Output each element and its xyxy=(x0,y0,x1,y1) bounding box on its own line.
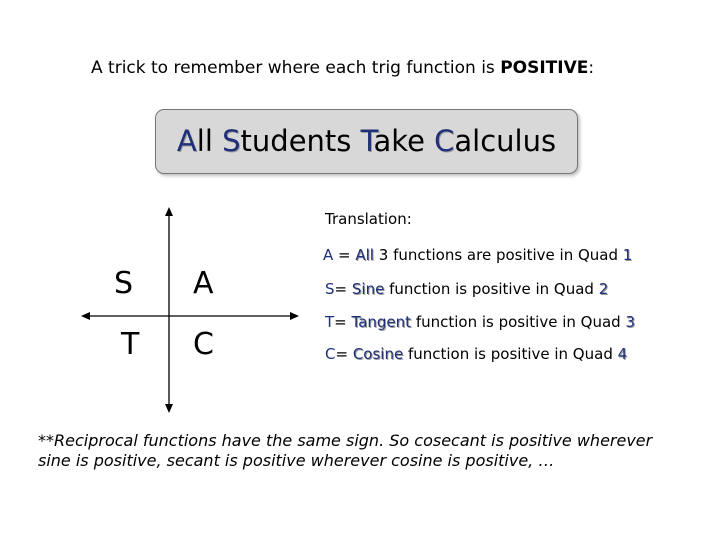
banner-initial-a: A xyxy=(176,124,197,158)
quadrant-3-label: T xyxy=(121,327,140,362)
rule-keyword: Cosine xyxy=(352,345,404,363)
banner-word-rest: alculus xyxy=(454,124,557,158)
rule-line-cosine xyxy=(325,345,627,363)
rule-quad-number: 1 xyxy=(622,246,633,264)
rule-letter: C xyxy=(325,345,336,363)
banner-initial-t: T xyxy=(360,124,374,158)
rule-letter: T xyxy=(325,313,335,331)
axis-arrow-right-icon xyxy=(290,312,299,320)
rule-separator: = xyxy=(334,313,352,331)
rule-line-tangent xyxy=(325,313,635,331)
axis-arrow-left-icon xyxy=(81,312,90,320)
rule-line-sine xyxy=(325,280,608,298)
page-heading xyxy=(91,58,594,78)
quadrant-1-label: A xyxy=(193,266,214,301)
rule-text: function is positive in Quad xyxy=(384,280,599,298)
reciprocal-footnote: **Reciprocal functions have the same sign. So cosecant is positive wherever sine is positive, secant is positive wherever cosine is positive, … xyxy=(38,431,653,470)
mnemonic-banner xyxy=(155,109,578,174)
rule-text: function is positive in Quad xyxy=(411,313,626,331)
banner-word-rest: ll xyxy=(196,124,223,158)
translation-label: Translation: xyxy=(325,210,412,228)
rule-letter: A xyxy=(323,246,334,264)
rule-keyword: Sine xyxy=(351,280,385,298)
rule-line-all xyxy=(323,246,632,264)
rule-keyword: All xyxy=(355,246,374,264)
rule-quad-number: 2 xyxy=(598,280,609,298)
quadrant-4-label: C xyxy=(193,327,214,362)
rule-keyword: Tangent xyxy=(351,313,412,331)
rule-separator: = xyxy=(333,246,356,264)
rule-quad-number: 3 xyxy=(625,313,635,331)
banner-initial-c: C xyxy=(434,124,455,158)
banner-word-rest: tudents xyxy=(240,124,361,158)
coordinate-axes xyxy=(80,205,300,415)
heading-emphasis: POSITIVE xyxy=(500,58,589,78)
rule-letter: S xyxy=(325,280,335,298)
quadrant-2-label: S xyxy=(114,266,134,301)
rule-text: function is positive in Quad xyxy=(403,345,618,363)
rule-separator: = xyxy=(334,280,352,298)
heading-colon: : xyxy=(588,58,595,78)
banner-initial-s: S xyxy=(222,124,241,158)
rule-quad-number: 4 xyxy=(617,345,628,363)
rule-text: 3 functions are positive in Quad xyxy=(373,246,623,264)
axis-arrow-down-icon xyxy=(165,404,173,413)
banner-word-rest: ake xyxy=(373,124,435,158)
heading-text: A trick to remember where each trig function is xyxy=(91,58,501,78)
rule-separator: = xyxy=(335,345,353,363)
axis-arrow-up-icon xyxy=(165,207,173,216)
